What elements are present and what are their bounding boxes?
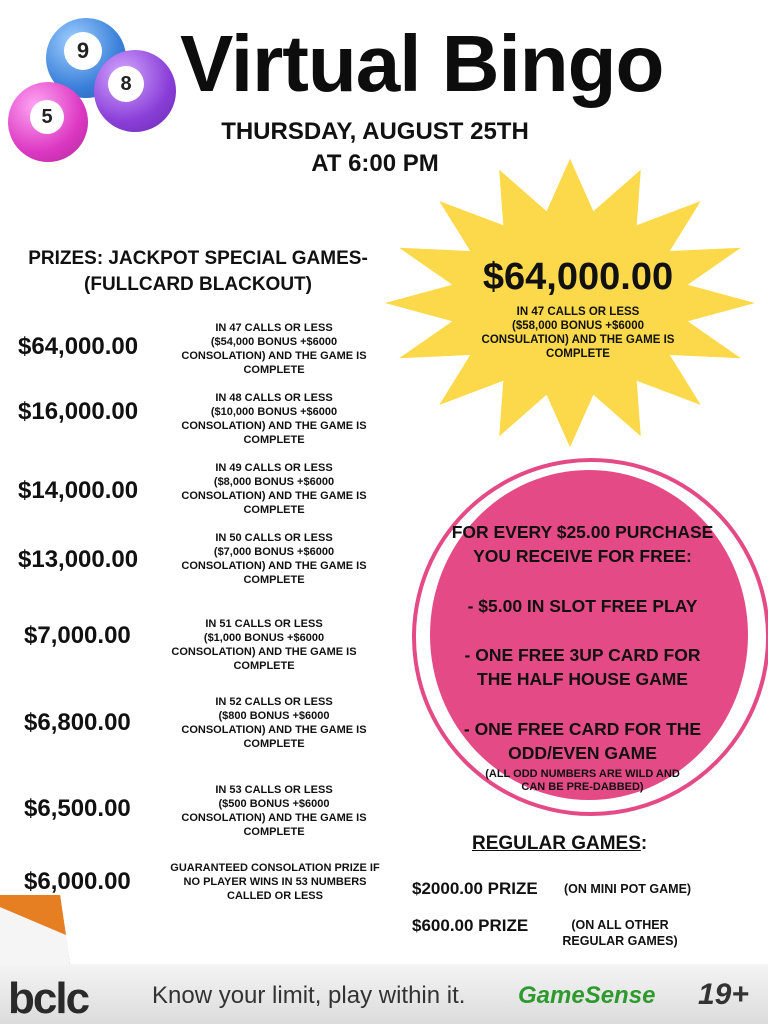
- star-description: IN 47 CALLS OR LESS ($58,000 BONUS +$6000 CONSULATION) AND THE GAME IS COMPLETE: [481, 306, 675, 360]
- starburst-shape: [380, 158, 760, 448]
- gamesense-brand: GameSense: [518, 982, 656, 1009]
- ball-number: 9: [64, 32, 102, 70]
- prize-description: IN 53 CALLS OR LESS ($500 BONUS +$6000 CONSOLATION) AND THE GAME IS COMPLETE: [181, 784, 367, 838]
- event-time: AT 6:00 PM: [311, 150, 439, 177]
- regular-prize-note: (ON MINI POT GAME): [564, 882, 692, 896]
- prize-description: GUARANTEED CONSOLATION PRIZE IF NO PLAYER WINS IN 53 NUMBERS CALLED OR LESS: [170, 862, 380, 902]
- prize-amount: $14,000.00: [18, 477, 139, 504]
- regular-prize-amount: $2000.00 PRIZE: [412, 879, 538, 898]
- prize-description: IN 52 CALLS OR LESS ($800 BONUS +$6000 CONSOLATION) AND THE GAME IS COMPLETE: [181, 696, 367, 750]
- prize-amount: $7,000.00: [24, 622, 131, 649]
- prize-description: IN 49 CALLS OR LESS ($8,000 BONUS +$6000 CONSOLATION) AND THE GAME IS COMPLETE: [181, 462, 367, 516]
- bclc-logo: bclc: [8, 974, 89, 1023]
- page-title: Virtual Bingo: [180, 19, 664, 108]
- ball-number: 5: [30, 100, 64, 134]
- promo-item: - $5.00 IN SLOT FREE PLAY: [467, 596, 698, 616]
- event-date: THURSDAY, AUGUST 25TH: [221, 118, 529, 145]
- regular-prize-amount: $600.00 PRIZE: [412, 916, 529, 935]
- prize-amount: $6,800.00: [24, 709, 131, 736]
- footer-tagline: Know your limit, play within it.: [152, 982, 466, 1009]
- star-amount: $64,000.00: [482, 256, 674, 298]
- prize-amount: $6,500.00: [24, 795, 131, 822]
- prizes-heading-line2: (FULLCARD BLACKOUT): [84, 274, 312, 295]
- prize-amount: $64,000.00: [18, 333, 139, 360]
- promo-item: - ONE FREE CARD FOR THE ODD/EVEN GAME: [463, 719, 702, 763]
- prize-description: IN 48 CALLS OR LESS ($10,000 BONUS +$6000 CONSOLATION) AND THE GAME IS COMPLETE: [181, 392, 367, 446]
- prize-description: IN 47 CALLS OR LESS ($54,000 BONUS +$6000 CONSOLATION) AND THE GAME IS COMPLETE: [181, 322, 367, 376]
- regular-prize-note: (ON ALL OTHER REGULAR GAMES): [562, 918, 678, 948]
- prizes-heading: [18, 246, 378, 298]
- prizes-heading-line1: PRIZES: JACKPOT SPECIAL GAMES-: [28, 248, 368, 269]
- ball-number: 8: [108, 66, 144, 102]
- page-curl-decoration: [0, 895, 80, 965]
- prize-amount: $6,000.00: [24, 868, 131, 895]
- prize-description: IN 50 CALLS OR LESS ($7,000 BONUS +$6000 CONSOLATION) AND THE GAME IS COMPLETE: [181, 532, 367, 586]
- prize-amount: $13,000.00: [18, 546, 139, 573]
- promo-intro: FOR EVERY $25.00 PURCHASE YOU RECEIVE FOR FREE:: [451, 522, 714, 566]
- bingo-ball-5: [8, 82, 88, 162]
- prize-description: IN 51 CALLS OR LESS ($1,000 BONUS +$6000 CONSOLATION) AND THE GAME IS COMPLETE: [171, 618, 357, 672]
- regular-games-heading: REGULAR GAMES:: [472, 833, 648, 854]
- prize-amount: $16,000.00: [18, 398, 139, 425]
- promo-item: - ONE FREE 3UP CARD FOR THE HALF HOUSE GAME: [464, 645, 701, 689]
- promo-note: (ALL ODD NUMBERS ARE WILD AND CAN BE PRE-DABBED): [485, 768, 680, 793]
- age-restriction: 19+: [698, 978, 749, 1011]
